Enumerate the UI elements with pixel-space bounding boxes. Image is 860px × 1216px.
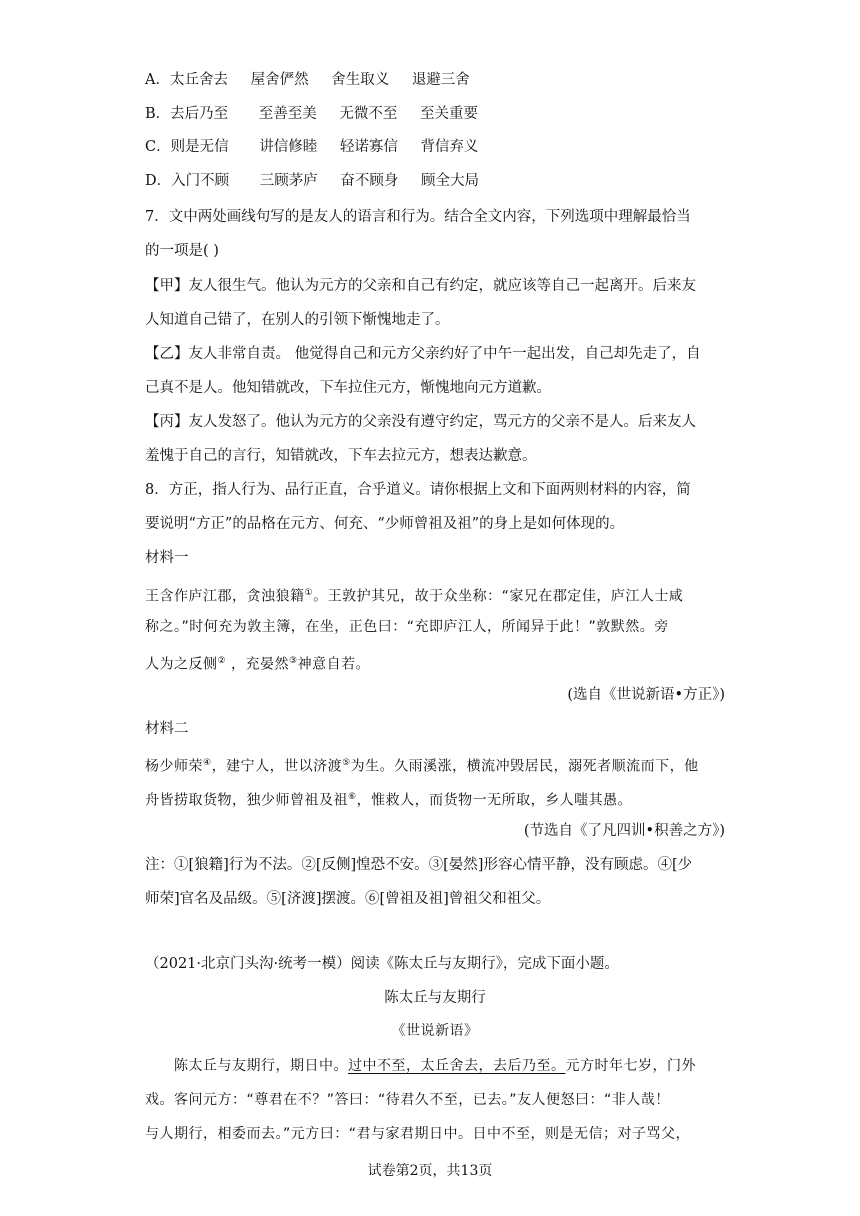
q7-stem-2: 的一项是( ) [145, 243, 219, 259]
material-2-line-2: 舟皆捞取货物，独少师曾祖及祖⑥，惟救人，而货物一无所取，乡人嗤其愚。 [145, 792, 633, 809]
footnote-marker: ⑤ [342, 758, 351, 768]
footnote-marker: ① [304, 588, 314, 598]
q7-option-yi-1: 【乙】友人非常自责。 他觉得自己和元方父亲约好了中午一起出发，自己却先走了，自 [145, 346, 701, 362]
passage-line-3: 与人期行，相委而去。”元方曰：“君与家君期日中。日中不至，则是无信；对子骂父， [145, 1126, 691, 1142]
option-a: A．太丘舍去 屋舍俨然 舍生取义 退避三舍 [145, 72, 470, 88]
material-1-line-3: 人为之反侧② ，充晏然③神意自若。 [145, 656, 371, 673]
option-b: B．去后乃至 至善至美 无微不至 至关重要 [145, 106, 478, 122]
passage-line-1: 陈太丘与友期行，期日中。过中不至，太丘舍去，去后乃至。元方时年七岁，门外 [174, 1058, 696, 1074]
material-1-line-1: 王含作庐江郡，贪浊狼籍①。王敦护其兄，故于众坐称：“家兄在郡定佳，庐江人士咸 [145, 588, 684, 605]
underlined-sentence: 过中不至，太丘舍去，去后乃至。 [348, 1058, 566, 1074]
passage-line-2: 戏。客问元方：“尊君在不？”答曰：“待君久不至，已去。”友人便怒曰：“非人哉！ [145, 1092, 670, 1108]
q7-option-yi-2: 己真不是人。他知错就改，下车拉住元方，惭愧地向元方道歉。 [145, 380, 551, 396]
option-c: C．则是无信 讲信修睦 轻诺寡信 背信弃义 [145, 139, 479, 155]
material-2-line-1: 杨少师荣④，建宁人，世以济渡⑤为生。久雨溪涨，横流冲毁居民，溺死者顺流而下，他 [145, 758, 699, 775]
q8-stem-2: 要说明“方正”的品格在元方、何充、“少师曾祖及祖”的身上是如何体现的。 [145, 516, 625, 532]
passage-title: 陈太丘与友期行 [384, 990, 486, 1006]
q7-option-bing-1: 【丙】友人发怒了。他认为元方的父亲没有遵守约定，骂元方的父亲不是人。后来友人 [145, 414, 696, 430]
footnote-marker: ⑥ [348, 792, 357, 802]
option-d: D．入门不顾 三顾茅庐 奋不顾身 顾全大局 [145, 173, 479, 189]
q7-option-jia-1: 【甲】友人很生气。他认为元方的父亲和自己有约定，就应该等自己一起离开。后来友 [145, 278, 696, 294]
notes-line-1: 注：①[狼籍]行为不法。②[反侧]惶恐不安。③[晏然]形容心情平静，没有顾虑。④[少 [145, 857, 693, 873]
footnote-marker: ② [217, 656, 227, 666]
footnote-marker: ④ [203, 758, 212, 768]
q7-stem-1: 7．文中两处画线句写的是友人的语言和行为。结合全文内容，下列选项中理解最恰当 [145, 209, 691, 225]
material-2-title: 材料二 [145, 721, 189, 737]
material-1-source: (选自《世说新语•方正》) [567, 687, 725, 703]
footnote-marker: ③ [289, 656, 298, 666]
passage-author: 《世说新语》 [391, 1023, 479, 1039]
q8-stem-1: 8．方正，指人行为、品行正直，合乎道义。请你根据上文和下面两则材料的内容，简 [145, 482, 691, 498]
page-footer: 试卷第2页，共13页 [367, 1163, 493, 1179]
q7-option-bing-2: 羞愧于自己的言行，知错就改，下车去拉元方，想表达歉意。 [145, 448, 537, 464]
material-2-source: (节选自《了凡四训•积善之方》) [523, 823, 725, 839]
material-1-line-2: 称之。”时何充为敦主簿，在坐，正色曰：“充即庐江人，所闻异于此！”敦默然。旁 [145, 619, 669, 635]
material-1-title: 材料一 [145, 550, 189, 566]
notes-line-2: 师荣]官名及品级。⑤[济渡]摆渡。⑥[曾祖及祖]曾祖父和祖父。 [145, 891, 551, 907]
section-intro: （2021·北京门头沟·统考一模）阅读《陈太丘与友期行》，完成下面小题。 [145, 956, 619, 972]
q7-option-jia-2: 人知道自己错了，在别人的引领下惭愧地走了。 [145, 312, 450, 328]
